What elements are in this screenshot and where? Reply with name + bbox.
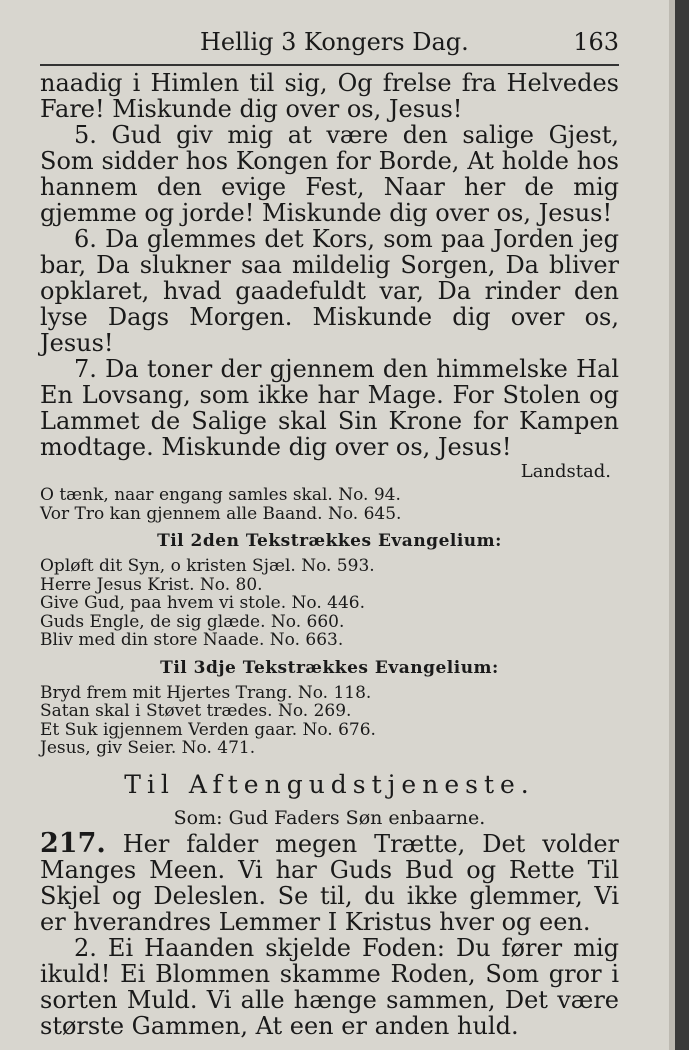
- hymn-verse-text: Her falder megen Trætte, Det volder Manges Meen. Vi har Guds Bud og Rette Til Skjel og Deleslen. Se til, du ikke glemmer, Vi er hverandres Lemmer I Kristus hver og een.: [40, 829, 619, 936]
- hymn-ref: Jesus, giv Seier. No. 471.: [40, 738, 256, 758]
- verse-7: 7. Da toner der gjennem den himmelske Hal En Lovsang, som ikke har Mage. For Stolen og Lammet de Salige skal Sin Krone for Kampen modtage. Miskunde dig over os, Jesus!: [40, 355, 619, 461]
- hymn-ref: Herre Jesus Krist. No. 80.: [40, 574, 263, 595]
- verse-6: 6. Da glemmes det Kors, som paa Jorden jeg bar, Da slukner saa mildelig Sorgen, Da bliver opklaret, hvad gaadefuldt var, Da rinder den lyse Dags Morgen. Miskunde dig over os, Jesus!: [40, 225, 619, 357]
- hymn-number: 217.: [40, 827, 106, 859]
- page-number: 163: [573, 28, 619, 56]
- melody-line: Som: Gud Faders Søn enbaarne.: [173, 806, 486, 829]
- hymn-ref: Give Gud, paa hvem vi stole. No. 446.: [40, 593, 366, 613]
- subheading-2nd-series: Til 2den Tekstrækkes Evangelium:: [157, 531, 502, 551]
- verse-5: 5. Gud giv mig at være den salige Gjest, Som sidder hos Kongen for Borde, At holde hos hannem den evige Fest, Naar her de mig gjemme og jorde! Miskunde dig over os, Jesus!: [40, 121, 619, 227]
- hymn-ref: Et Suk igjennem Verden gaar. No. 676.: [40, 719, 376, 740]
- page-body: [40, 70, 619, 1039]
- author: Landstad.: [520, 461, 611, 482]
- verse-continuation: naadig i Himlen til sig, Og frelse fra Helvedes Fare! Miskunde dig over os, Jesus!: [40, 69, 619, 123]
- subheading-3rd-series: Til 3dje Tekstrækkes Evangelium:: [160, 657, 499, 678]
- running-title: Hellig 3 Kongers Dag.: [200, 28, 469, 56]
- section-title: Til Aftengudstjeneste.: [124, 769, 535, 799]
- hymn-217-verse-1: [40, 827, 619, 936]
- hymn-ref: Bryd frem mit Hjertes Trang. No. 118.: [40, 682, 372, 703]
- hymn-ref: Satan skal i Støvet trædes. No. 269.: [40, 701, 352, 721]
- page-header: [40, 28, 619, 66]
- hymn-ref: O tænk, naar engang samles skal. No. 94.: [40, 485, 401, 505]
- hymn-217-verse-2: 2. Ei Haanden skjelde Foden: Du fører mig ikuld! Ei Blommen skamme Roden, Som gror i sorten Muld. Vi alle hænge sammen, Det være største Gammen, At een er anden huld.: [40, 933, 619, 1040]
- hymn-ref: Guds Engle, de sig glæde. No. 660.: [40, 611, 345, 632]
- hymn-ref: Opløft dit Syn, o kristen Sjæl. No. 593.: [40, 556, 375, 576]
- hymn-ref: Vor Tro kan gjennem alle Baand. No. 645.: [40, 503, 402, 524]
- hymn-ref: Bliv med din store Naade. No. 663.: [40, 630, 344, 650]
